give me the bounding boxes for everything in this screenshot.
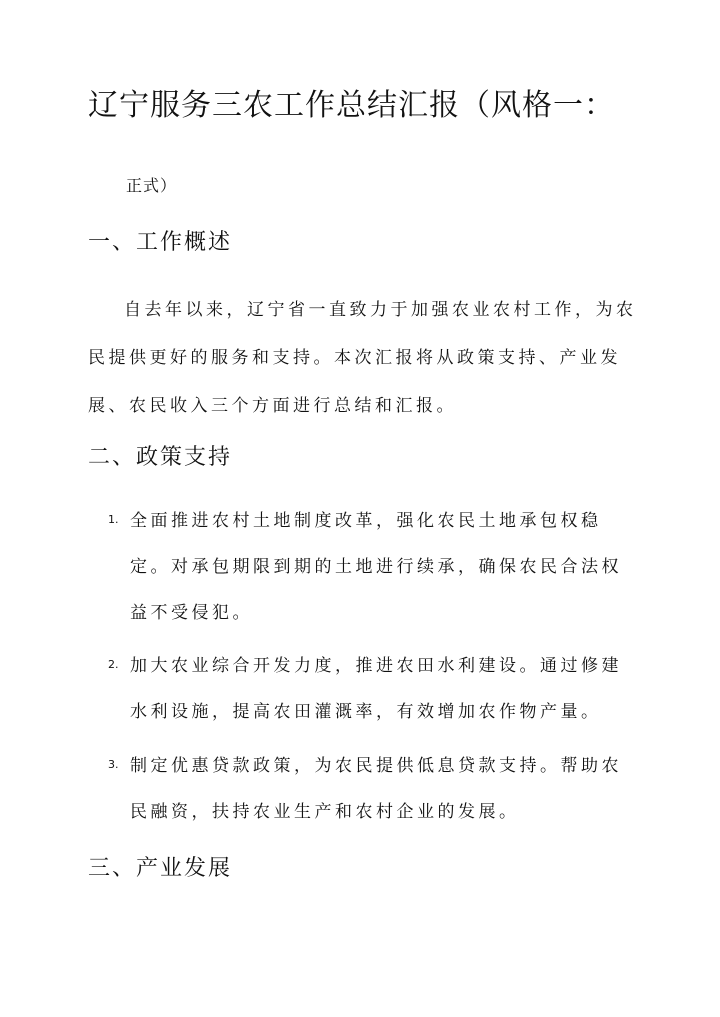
section-heading-overview: 一、工作概述 [88,230,233,255]
list-item-text: 制定优惠贷款政策，为农民提供低息贷款支持。帮助农民融资，扶持农业生产和农村企业的发展。 [130,756,622,822]
document-title: 辽宁服务三农工作总结汇报（风格一： [88,88,615,123]
overview-paragraph-text: 自去年以来，辽宁省一直致力于加强农业农村工作，为农民提供更好的服务和支持。本次汇报将从政策支持、产业发展、农民收入三个方面进行总结和汇报。 [88,300,637,416]
list-item-text: 加大农业综合开发力度，推进农田水利建设。通过修建水利设施，提高农田灌溉率，有效增加农作物产量。 [130,656,622,722]
list-item-text: 全面推进农村土地制度改革，强化农民土地承包权稳定。对承包期限到期的土地进行续承，确保农民合法权益不受侵犯。 [130,511,622,623]
overview-paragraph [88,286,648,430]
list-item-number: 3. [108,758,119,771]
list-item-number: 2. [108,658,119,671]
section-heading-industry: 三、产业发展 [88,856,233,881]
document-subtitle: 正式） [126,176,178,195]
section-heading-policy: 二、政策支持 [88,445,233,470]
list-item-number: 1. [108,513,119,526]
